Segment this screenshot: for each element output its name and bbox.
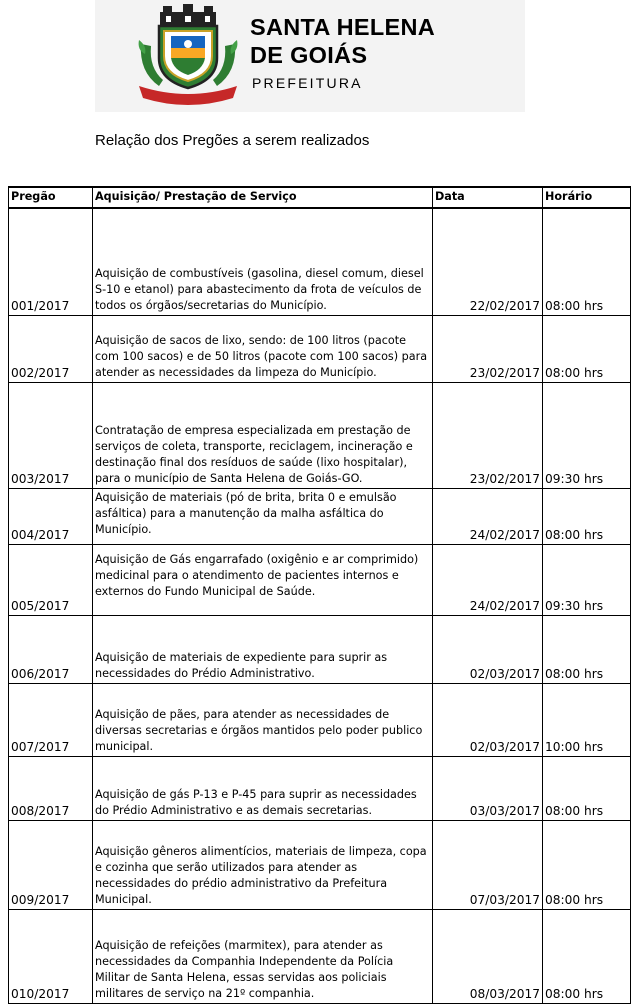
- description-text: Aquisição gêneros alimentícios, materiais de limpeza, copa e cozinha que serão utilizados para atender as necessidades do prédio administrativo da Prefeitura Municipal.: [95, 845, 427, 906]
- pregao-number: 001/2017: [9, 208, 93, 316]
- pregao-number: 004/2017: [9, 489, 93, 545]
- pregao-date: 23/02/2017: [433, 383, 543, 489]
- description-text: Aquisição de Gás engarrafado (oxigênio e ar comprimido) medicinal para o atendimento de pacientes internos e externos do Fundo Municipal de Saúde.: [95, 553, 419, 598]
- description-text: Aquisição de materiais (pó de brita, brita 0 e emulsão asfáltica) para a manutenção da malha asfáltica do Município.: [95, 491, 397, 536]
- brand-name-line2: DE GOIÁS: [250, 42, 368, 68]
- pregao-description: [93, 545, 433, 616]
- pregao-date: 07/03/2017: [433, 821, 543, 910]
- table-row: [9, 208, 631, 316]
- pregao-date: 24/02/2017: [433, 489, 543, 545]
- table-row: [9, 821, 631, 910]
- brand-name-line1: SANTA HELENA: [250, 14, 436, 40]
- pregao-time: 08:00 hrs: [543, 757, 631, 821]
- pregoes-table: [8, 186, 631, 1004]
- description-text: Aquisição de sacos de lixo, sendo: de 100 litros (pacote com 100 sacos) e de 50 litros (pacote com 100 sacos) para atender as necessidades da limpeza do Município.: [95, 334, 428, 379]
- column-header-data: Data: [433, 187, 543, 208]
- pregao-time: 08:00 hrs: [543, 821, 631, 910]
- brand-subtitle: PREFEITURA: [252, 75, 363, 91]
- pregao-date: 24/02/2017: [433, 545, 543, 616]
- pregao-time: 08:00 hrs: [543, 616, 631, 684]
- table-header-row: [9, 187, 631, 208]
- table-row: [9, 545, 631, 616]
- description-text: Aquisição de refeições (marmitex), para atender as necessidades da Companhia Independente da Polícia Militar de Santa Helena, essas servidas aos policiais militares de serviço na 21º companhia.: [95, 939, 394, 1000]
- table-row: [9, 910, 631, 1004]
- description-text: Aquisição de combustíveis (gasolina, diesel comum, diesel S-10 e etanol) para abastecimento da frota de veículos de todos os órgãos/secretarias do Município.: [95, 267, 424, 312]
- description-text: Aquisição de materiais de expediente para suprir as necessidades do Prédio Administrativo.: [95, 651, 388, 680]
- page-header: [0, 0, 634, 118]
- table-row: [9, 489, 631, 545]
- pregao-number: 009/2017: [9, 821, 93, 910]
- column-header-pregao: Pregão: [9, 187, 93, 208]
- pregao-date: 02/03/2017: [433, 616, 543, 684]
- pregao-description: [93, 383, 433, 489]
- pregao-number: 010/2017: [9, 910, 93, 1004]
- pregao-time: 10:00 hrs: [543, 684, 631, 757]
- document-title: Relação dos Pregões a serem realizados: [95, 132, 370, 149]
- pregao-time: 08:00 hrs: [543, 316, 631, 383]
- pregao-description: [93, 821, 433, 910]
- pregao-description: [93, 316, 433, 383]
- pregao-time: 08:00 hrs: [543, 208, 631, 316]
- table-row: [9, 684, 631, 757]
- pregao-description: [93, 684, 433, 757]
- municipal-seal-icon: [133, 4, 243, 108]
- pregao-date: 22/02/2017: [433, 208, 543, 316]
- pregao-time: 09:30 hrs: [543, 545, 631, 616]
- pregao-number: 002/2017: [9, 316, 93, 383]
- pregao-number: 007/2017: [9, 684, 93, 757]
- pregao-time: 08:00 hrs: [543, 910, 631, 1004]
- column-header-horario: Horário: [543, 187, 631, 208]
- pregao-number: 005/2017: [9, 545, 93, 616]
- description-text: Contratação de empresa especializada em prestação de serviços de coleta, transporte, reciclagem, incineração e destinação final dos resíduos de saúde (lixo hospitalar), para o município de Santa Helena de Goiás-GO.: [95, 424, 413, 485]
- pregao-number: 003/2017: [9, 383, 93, 489]
- table-row: [9, 616, 631, 684]
- pregao-date: 03/03/2017: [433, 757, 543, 821]
- pregao-description: [93, 208, 433, 316]
- pregao-description: [93, 489, 433, 545]
- pregao-number: 008/2017: [9, 757, 93, 821]
- pregao-description: [93, 616, 433, 684]
- pregao-time: 08:00 hrs: [543, 489, 631, 545]
- table-row: [9, 757, 631, 821]
- pregao-date: 02/03/2017: [433, 684, 543, 757]
- pregao-date: 08/03/2017: [433, 910, 543, 1004]
- description-text: Aquisição de gás P-13 e P-45 para suprir as necessidades do Prédio Administrativo e as demais secretarias.: [95, 788, 417, 817]
- column-header-aquisicao: Aquisição/ Prestação de Serviço: [93, 187, 433, 208]
- description-text: Aquisição de pães, para atender as necessidades de diversas secretarias e órgãos mantidos pelo poder publico municipal.: [95, 708, 423, 753]
- pregao-description: [93, 757, 433, 821]
- pregao-description: [93, 910, 433, 1004]
- table-row: [9, 316, 631, 383]
- table-row: [9, 383, 631, 489]
- pregao-time: 09:30 hrs: [543, 383, 631, 489]
- pregao-number: 006/2017: [9, 616, 93, 684]
- pregao-date: 23/02/2017: [433, 316, 543, 383]
